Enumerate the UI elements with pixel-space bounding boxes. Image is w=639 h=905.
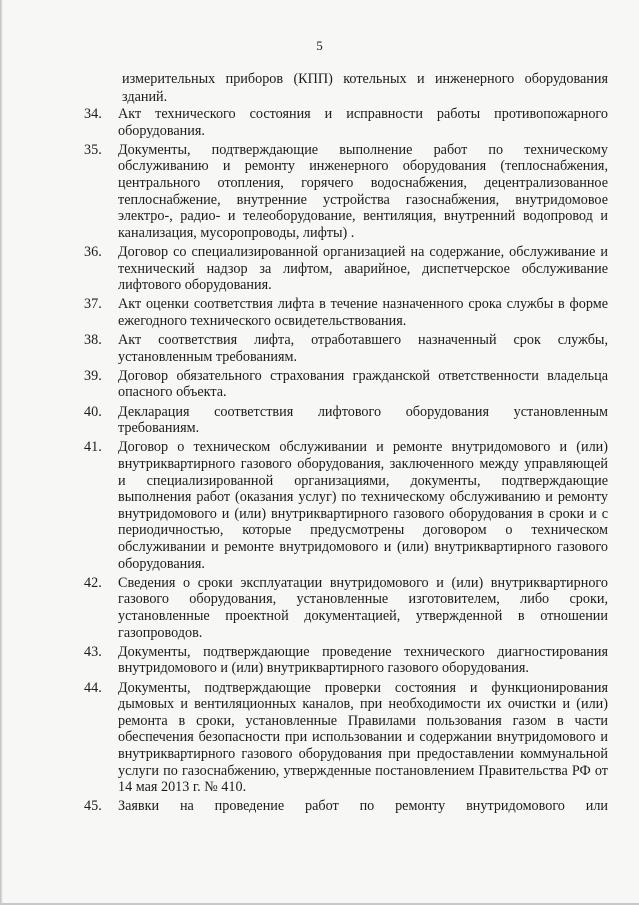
list-item-43	[84, 644, 608, 677]
scan-left-edge	[0, 0, 3, 905]
item-text: Сведения о сроки эксплуатации внутридомового и (или) внутриквартирного газового оборудования, установленные изготовителем, либо сроки, установленные проектной документацией, утвержденной в отношении газопроводов.	[118, 574, 608, 641]
document-list	[84, 106, 608, 817]
item-number: 40.	[84, 403, 102, 420]
item-text: Договор обязательного страхования гражданской ответственности владельца опасного объекта.	[118, 367, 608, 401]
page-number: 5	[316, 38, 323, 53]
list-item-37	[84, 296, 608, 329]
item-number: 38.	[84, 332, 102, 349]
item-text: Документы, подтверждающие выполнение работ по техническому обслуживанию и ремонту инженерного оборудования (теплоснабжения, центрального отопления, горячего водоснабжения, децентрализованное теплоснабжение, внутренние устройства газоснабжения, внутридомовое электро-, радио- и телеоборудование, вентиляция, внутренний водопровод и канализация, мусоропроводы, лифты) .	[118, 141, 608, 241]
item-text: Акт технического состояния и исправности работы противопожарного оборудования.	[118, 106, 608, 139]
item-number: 43.	[84, 643, 102, 660]
list-item-40	[84, 404, 608, 437]
list-item-34	[84, 106, 608, 139]
item-text: Договор о техническом обслуживании и ремонте внутридомового и (или) внутриквартирного газового оборудования, заключенного между управляющей и специализированной организациями, документы, подтверждающие выполнения работ (оказания услуг) по техническому обслуживанию и ремонту внутридомового и (или) внутриквартирного газового оборудования в сроки и с периодичностью, которые предусмотрены договором о техническом обслуживании и ремонте внутридомового и (или) внутриквартирного газового оборудования.	[118, 439, 608, 572]
item-number: 36.	[84, 243, 102, 260]
list-item-36	[84, 244, 608, 294]
item-number: 41.	[84, 439, 102, 456]
item-number: 34.	[84, 106, 102, 122]
item-text: Документы, подтверждающие проведение технического диагностирования внутридомового и (или) внутриквартирного газового оборудования.	[118, 643, 608, 677]
item-text: Заявки на проведение работ по ремонту внутридомового или	[118, 798, 608, 815]
carry-over-text: измерительных приборов (КПП) котельных и инженерного оборудования зданий.	[122, 71, 608, 105]
list-item-38	[84, 332, 608, 365]
item-text: Акт соответствия лифта, отработавшего назначенный срок службы, установленным требованиям.	[118, 332, 608, 365]
list-item-45	[84, 798, 608, 815]
item-number: 42.	[84, 574, 102, 591]
item-number: 35.	[84, 141, 102, 158]
item-text: Договор со специализированной организацией на содержание, обслуживание и технический надзор за лифтом, аварийное, диспетчерское обслуживание лифтового оборудования.	[118, 243, 608, 294]
item-number: 44.	[84, 679, 102, 696]
item-text: Документы, подтверждающие проверки состояния и функционирования дымовых и вентиляционных каналов, при необходимости их очистки и (или) ремонта в сроки, установленные Правилами пользования газом в части обеспечения безопасности при использовании и содержании внутридомового и внутриквартирного газового оборудования при предоставлении коммунальной услуги по газоснабжению, утвержденные постановлением Правительства РФ от 14 мая 2013 г. № 410.	[118, 679, 608, 796]
item-text: Декларация соответствия лифтового оборудования установленным требованиям.	[118, 403, 608, 437]
list-item-44	[84, 680, 608, 796]
list-item-39	[84, 368, 608, 401]
item-number: 45.	[84, 798, 102, 815]
list-item-35	[84, 142, 608, 242]
item-number: 37.	[84, 296, 102, 313]
list-item-42	[84, 575, 608, 641]
list-item-41	[84, 439, 608, 572]
item-number: 39.	[84, 367, 102, 384]
item-text: Акт оценки соответствия лифта в течение назначенного срока службы в форме ежегодного технического освидетельствования.	[118, 296, 608, 329]
